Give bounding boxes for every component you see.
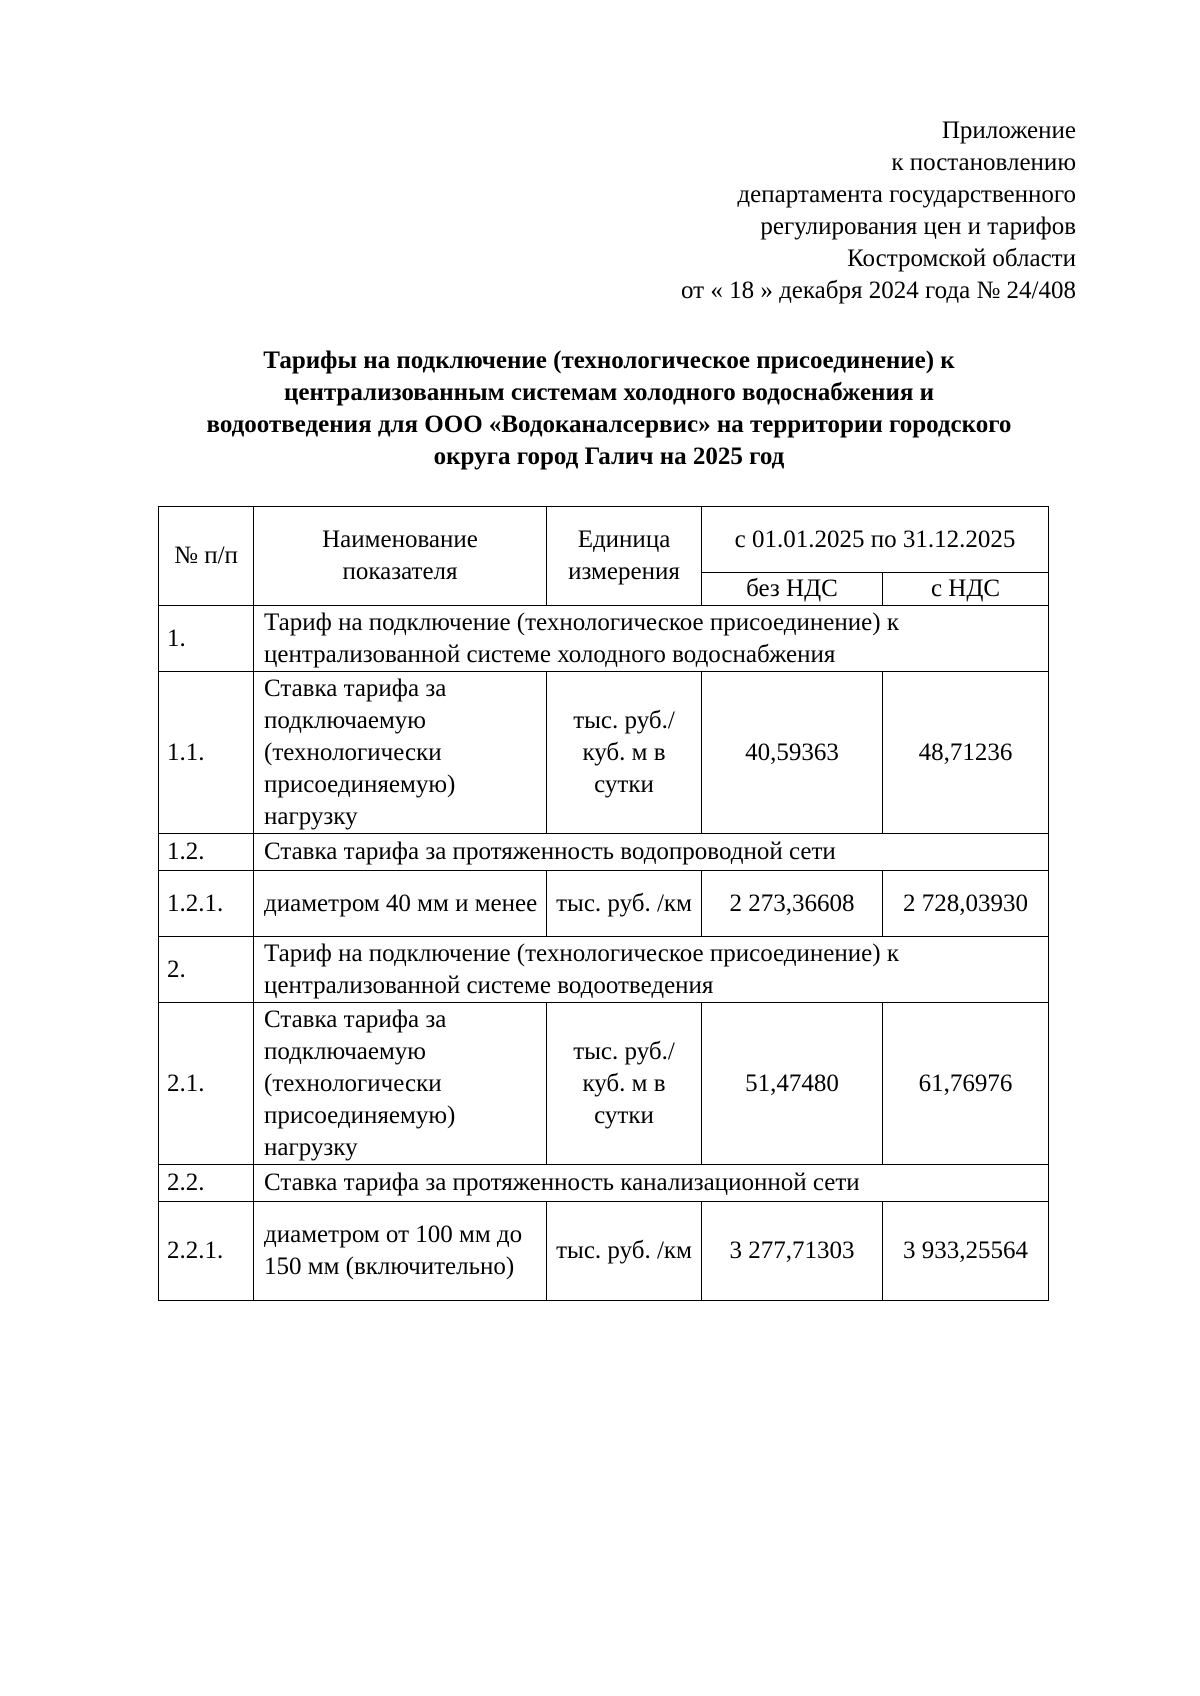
row-name: Ставка тарифа за подключаемую (технологически присоединяемую) нагрузку	[254, 1003, 547, 1165]
row-unit: тыс. руб. /км	[547, 871, 702, 937]
table-row	[159, 871, 1049, 937]
header-with-vat: с НДС	[883, 573, 1049, 606]
table-row	[159, 834, 1049, 871]
appendix-header	[681, 115, 1076, 307]
row-name: диаметром от 100 мм до 150 мм (включительно)	[254, 1202, 547, 1301]
header-unit: Единица измерения	[547, 507, 702, 606]
header-no-vat: без НДС	[702, 573, 883, 606]
appendix-line: от « 18 » декабря 2024 года № 24/408	[680, 277, 1076, 304]
row-no-vat: 40,59363	[702, 672, 883, 834]
table-header-row	[159, 507, 1049, 573]
row-with-vat: 2 728,03930	[883, 871, 1049, 937]
section-title: Тариф на подключение (технологическое присоединение) к централизованной системе водоотведения	[254, 937, 1049, 1003]
section-title: Ставка тарифа за протяженность канализационной сети	[254, 1165, 1049, 1202]
row-num: 1.2.	[159, 834, 254, 871]
row-no-vat: 2 273,36608	[702, 871, 883, 937]
table-row	[159, 1003, 1049, 1165]
title-line: округа город Галич на 2025 год	[433, 443, 785, 470]
row-num: 1.	[159, 606, 254, 672]
table-row	[159, 1165, 1049, 1202]
row-name: Ставка тарифа за подключаемую (технологически присоединяемую) нагрузку	[254, 672, 547, 834]
title-line: Тарифы на подключение (технологическое присоединение) к	[263, 347, 955, 374]
table-row	[159, 1202, 1049, 1301]
row-num: 1.1.	[159, 672, 254, 834]
row-num: 2.2.	[159, 1165, 254, 1202]
row-with-vat: 3 933,25564	[883, 1202, 1049, 1301]
row-with-vat: 48,71236	[883, 672, 1049, 834]
row-num: 1.2.1.	[159, 871, 254, 937]
section-title: Тариф на подключение (технологическое присоединение) к централизованной системе холодного водоснабжения	[254, 606, 1049, 672]
row-with-vat: 61,76976	[883, 1003, 1049, 1165]
tariff-table	[158, 506, 1049, 1301]
row-num: 2.	[159, 937, 254, 1003]
table-row	[159, 937, 1049, 1003]
header-period: с 01.01.2025 по 31.12.2025	[702, 507, 1049, 573]
section-title: Ставка тарифа за протяженность водопроводной сети	[254, 834, 1049, 871]
row-no-vat: 51,47480	[702, 1003, 883, 1165]
row-unit: тыс. руб./ куб. м в сутки	[547, 1003, 702, 1165]
row-no-vat: 3 277,71303	[702, 1202, 883, 1301]
appendix-line: департамента государственного	[737, 181, 1076, 208]
appendix-line: Приложение	[941, 117, 1076, 144]
appendix-line: Костромской области	[847, 245, 1076, 272]
row-unit: тыс. руб./ куб. м в сутки	[547, 672, 702, 834]
header-num: № п/п	[159, 507, 254, 606]
row-unit: тыс. руб. /км	[547, 1202, 702, 1301]
row-num: 2.1.	[159, 1003, 254, 1165]
row-num: 2.2.1.	[159, 1202, 254, 1301]
appendix-line: регулирования цен и тарифов	[760, 213, 1076, 240]
appendix-line: к постановлению	[891, 149, 1076, 176]
row-name: диаметром 40 мм и менее	[254, 871, 547, 937]
header-name: Наименование показателя	[254, 507, 547, 606]
title-line: централизованным системам холодного водоснабжения и	[283, 379, 935, 406]
table-row	[159, 672, 1049, 834]
title-line: водоотведения для ООО «Водоканалсервис» на территории городского	[206, 411, 1012, 438]
table-row	[159, 606, 1049, 672]
document-title	[148, 345, 1070, 473]
